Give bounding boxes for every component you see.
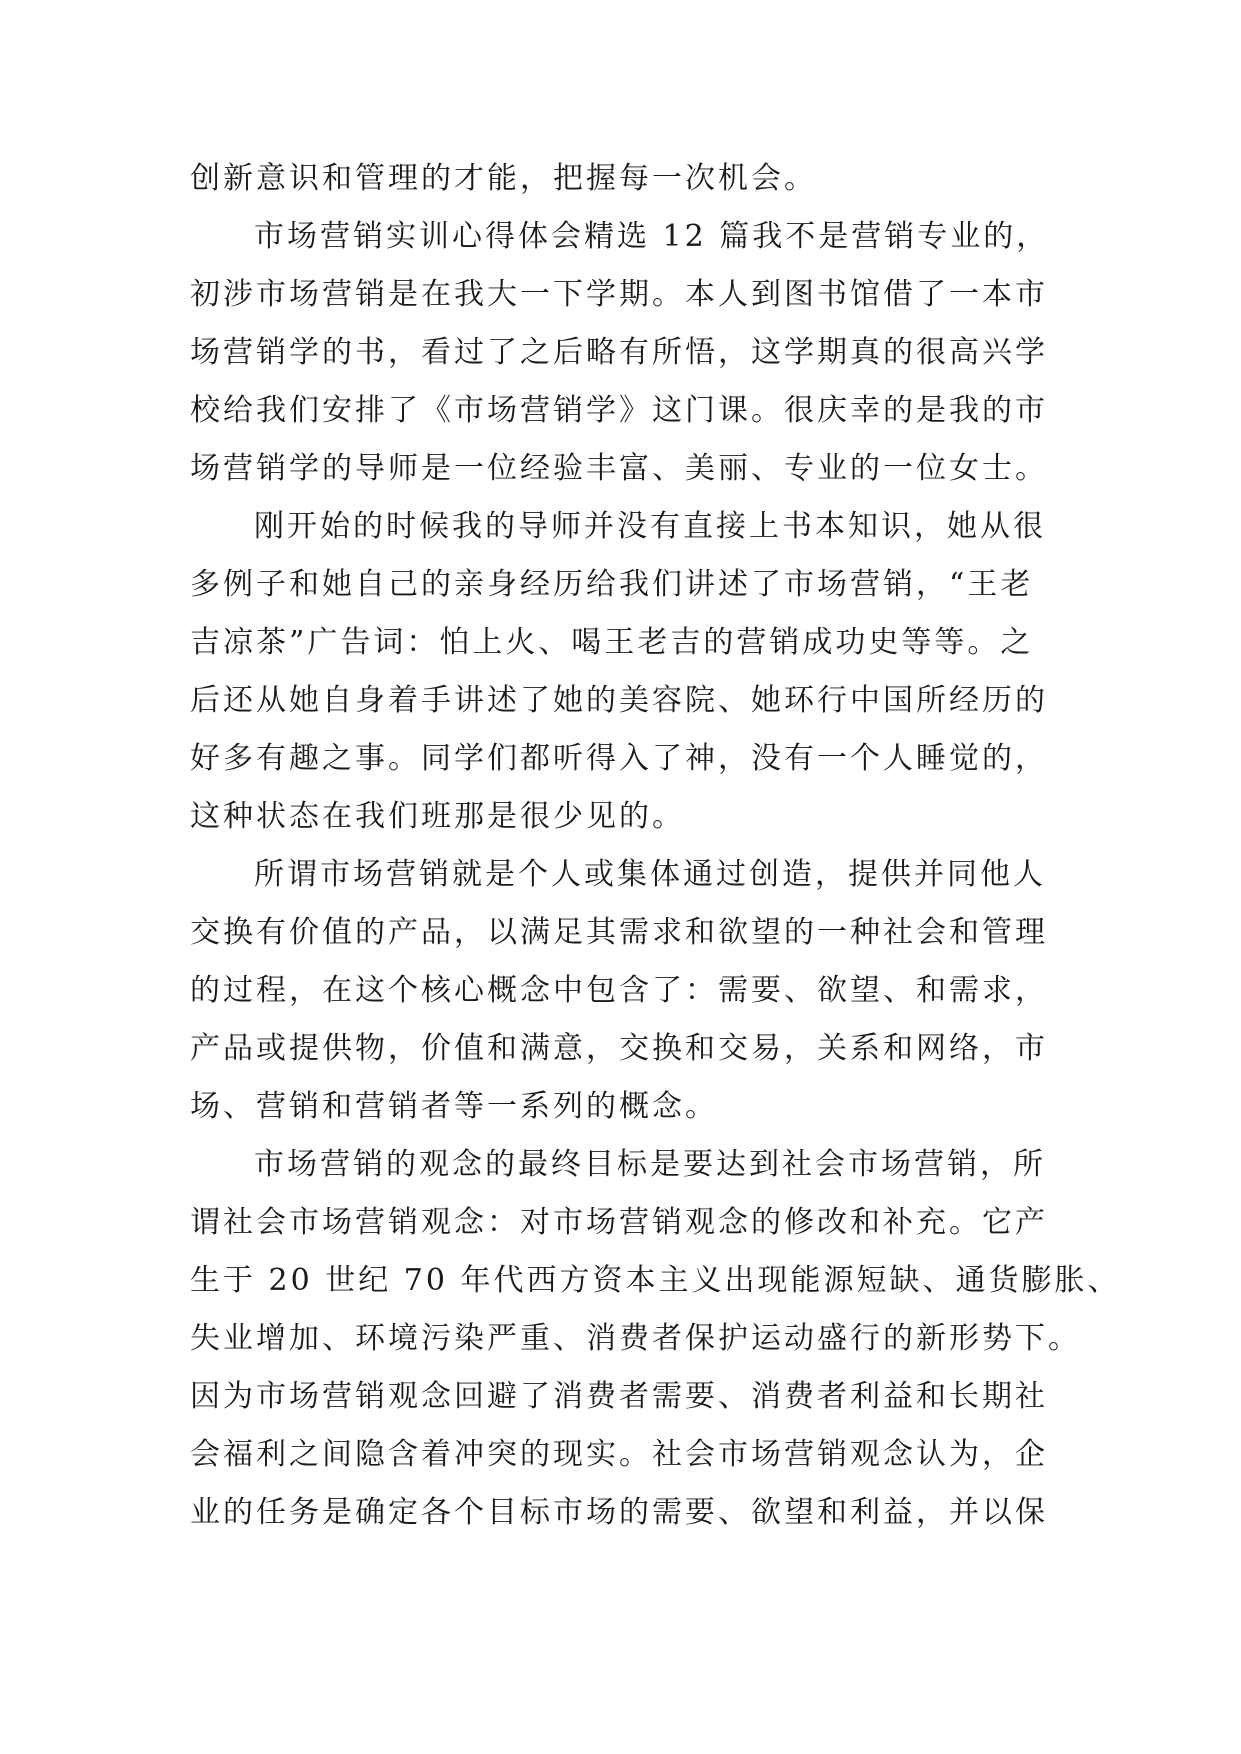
text-line: 场营销学的书，看过了之后略有所悟，这学期真的很高兴学 — [190, 335, 1048, 370]
paragraph-first-line: 所谓市场营销就是个人或集体通过创造，提供并同他人 — [254, 857, 1046, 892]
paragraph-first-line: 刚开始的时候我的导师并没有直接上书本知识，她从很 — [254, 509, 1046, 544]
paragraph-first-line: 市场营销的观念的最终目标是要达到社会市场营销，所 — [254, 1147, 1046, 1182]
text-line: 多例子和她自己的亲身经历给我们讲述了市场营销，“王老 — [190, 567, 1034, 602]
text-line: 校给我们安排了《市场营销学》这门课。很庆幸的是我的市 — [190, 393, 1048, 428]
text-line: 业的任务是确定各个目标市场的需要、欲望和利益，并以保 — [190, 1495, 1048, 1530]
text-line: 失业增加、环境污染严重、消费者保护运动盛行的新形势下。 — [190, 1321, 1081, 1356]
text-line: 创新意识和管理的才能，把握每一次机会。 — [190, 161, 817, 196]
text-line: 好多有趣之事。同学们都听得入了神，没有一个人睡觉的， — [190, 741, 1048, 776]
text-line: 场营销学的导师是一位经验丰富、美丽、专业的一位女士。 — [190, 451, 1048, 486]
text-line: 这种状态在我们班那是很少见的。 — [190, 799, 685, 834]
text-line: 产品或提供物，价值和满意，交换和交易，关系和网络，市 — [190, 1031, 1048, 1066]
text-line: 吉凉茶”广告词：怕上火、喝王老吉的营销成功史等等。之 — [190, 625, 1034, 660]
text-line: 初涉市场营销是在我大一下学期。本人到图书馆借了一本市 — [190, 277, 1048, 312]
text-line: 生于 20 世纪 70 年代西方资本主义出现能源短缺、通货膨胀、 — [190, 1263, 1121, 1298]
text-line: 因为市场营销观念回避了消费者需要、消费者利益和长期社 — [190, 1379, 1048, 1414]
text-line: 场、营销和营销者等一系列的概念。 — [190, 1089, 718, 1124]
text-line: 谓社会市场营销观念：对市场营销观念的修改和补充。它产 — [190, 1205, 1048, 1240]
paragraph-first-line: 市场营销实训心得体会精选 12 篇我不是营销专业的， — [254, 219, 1050, 254]
text-line: 交换有价值的产品，以满足其需求和欲望的一种社会和管理 — [190, 915, 1048, 950]
body-text — [190, 150, 1121, 1542]
text-line: 的过程，在这个核心概念中包含了：需要、欲望、和需求， — [190, 973, 1048, 1008]
text-line: 后还从她自身着手讲述了她的美容院、她环行中国所经历的 — [190, 683, 1048, 718]
text-line: 会福利之间隐含着冲突的现实。社会市场营销观念认为，企 — [190, 1437, 1048, 1472]
